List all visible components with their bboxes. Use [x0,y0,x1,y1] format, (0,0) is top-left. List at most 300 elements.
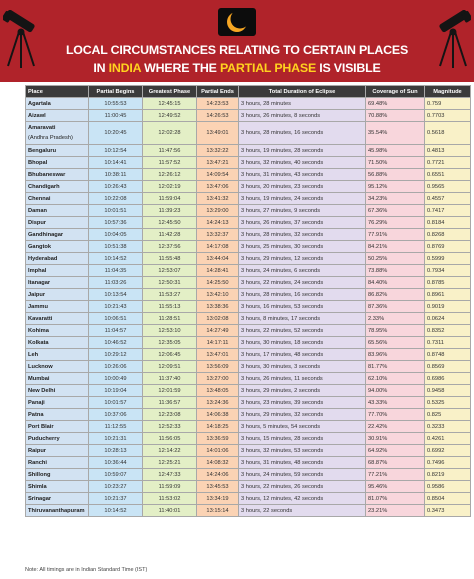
place-subtitle: (Andhra Pradesh) [28,135,73,141]
cell-place [26,217,89,229]
table-header-row [26,86,471,98]
place-value: Shillong [28,471,51,478]
cell-magnitude [425,361,471,373]
greatest-value: 11:53:27 [158,291,181,298]
cell-end [197,145,239,157]
cell-coverage [366,505,425,517]
begin-value: 10:21:43 [104,303,127,310]
cell-end [197,433,239,445]
cell-coverage [366,122,425,145]
cell-end [197,169,239,181]
duration-value: 3 hours, 32 minutes, 53 seconds [241,447,324,454]
duration-value: 3 hours, 27 minutes, 9 seconds [241,207,321,214]
cell-coverage [366,217,425,229]
cell-magnitude [425,289,471,301]
magnitude-value: 0.6986 [427,375,445,382]
coverage-value: 70.88% [368,112,388,119]
cell-begin [89,98,143,110]
table-row [26,325,471,337]
page-subtitle: IN INDIA WHERE THE PARTIAL PHASE IS VISIBLE [93,61,381,75]
coverage-value: 84.21% [368,243,388,250]
cell-greatest [143,469,197,481]
cell-coverage [366,253,425,265]
place-value: Kohima [28,327,49,334]
place-value: Raipur [28,447,47,454]
cell-end [197,421,239,433]
cell-coverage [366,337,425,349]
column-header: Magnitude [425,86,471,98]
cell-coverage [366,241,425,253]
begin-value: 10:20:45 [104,130,127,136]
place-value: Gandhinagar [28,231,64,238]
place-value: Shimla [28,483,47,490]
cell-end [197,505,239,517]
cell-coverage [366,409,425,421]
duration-value: 3 hours, 31 minutes, 43 seconds [241,171,324,178]
cell-begin [89,421,143,433]
table-row [26,193,471,205]
cell-duration [239,265,366,277]
place-value: Puducherry [28,435,60,442]
begin-value: 10:19:04 [104,387,127,394]
place-value: Bhubaneswar [28,171,66,178]
duration-value: 3 hours, 22 minutes, 24 seconds [241,279,324,286]
duration-value: 3 hours, 32 minutes, 40 seconds [241,159,324,166]
cell-magnitude [425,409,471,421]
begin-value: 10:28:13 [104,447,127,454]
end-value: 13:34:19 [206,495,229,502]
begin-value: 10:12:54 [104,147,127,154]
duration-value: 3 hours, 29 minutes, 2 seconds [241,387,321,394]
place-value: Hyderabad [28,255,58,262]
end-value: 14:25:50 [206,279,229,286]
cell-coverage [366,181,425,193]
magnitude-value: 0.3473 [427,507,445,514]
begin-value: 10:14:52 [104,255,127,262]
cell-coverage [366,301,425,313]
begin-value: 10:57:36 [104,219,127,226]
cell-greatest [143,193,197,205]
greatest-value: 12:53:10 [158,327,181,334]
table-row [26,349,471,361]
magnitude-value: 0.8352 [427,327,445,334]
begin-value: 10:01:51 [104,207,127,214]
column-header: Partial Begins [89,86,143,98]
magnitude-value: 0.3233 [427,423,445,430]
magnitude-value: 0.8268 [427,231,445,238]
place-value: Thiruvananthapuram [28,507,85,514]
magnitude-value: 0.8569 [427,363,445,370]
coverage-value: 34.23% [368,195,388,202]
begin-value: 11:04:35 [104,267,127,274]
greatest-value: 11:47:56 [158,147,181,154]
coverage-value: 81.77% [368,363,388,370]
cell-place [26,169,89,181]
magnitude-value: 0.8769 [427,243,445,250]
end-value: 14:28:41 [206,267,229,274]
end-value: 14:06:38 [206,411,229,418]
coverage-value: 83.96% [368,351,388,358]
greatest-value: 11:40:01 [158,507,181,514]
cell-coverage [366,205,425,217]
begin-value: 10:06:51 [104,315,127,322]
duration-value: 3 hours, 19 minutes, 28 seconds [241,147,324,154]
cell-place [26,481,89,493]
duration-value: 3 hours, 20 minutes, 23 seconds [241,183,324,190]
cell-place [26,110,89,122]
cell-magnitude [425,313,471,325]
cell-magnitude [425,217,471,229]
magnitude-value: 0.7703 [427,112,445,119]
table-row [26,469,471,481]
table-row [26,457,471,469]
coverage-value: 65.56% [368,339,388,346]
magnitude-value: 0.8961 [427,291,445,298]
cell-coverage [366,157,425,169]
cell-magnitude [425,325,471,337]
cell-magnitude [425,122,471,145]
cell-greatest [143,229,197,241]
cell-end [197,385,239,397]
cell-greatest [143,505,197,517]
greatest-value: 12:49:52 [158,112,181,119]
table-row [26,301,471,313]
cell-begin [89,181,143,193]
coverage-value: 68.87% [368,459,388,466]
cell-end [197,193,239,205]
cell-duration [239,457,366,469]
place-value: Jammu [28,303,48,310]
title-banner [0,0,474,82]
cell-end [197,409,239,421]
greatest-value: 11:59:09 [158,483,181,490]
cell-begin [89,265,143,277]
cell-duration [239,325,366,337]
place-value: Srinagar [28,495,52,502]
cell-greatest [143,361,197,373]
cell-duration [239,385,366,397]
end-value: 14:17:08 [206,243,229,250]
cell-duration [239,122,366,145]
begin-value: 10:59:07 [104,471,127,478]
begin-value: 10:55:53 [104,100,127,107]
cell-place [26,349,89,361]
cell-place [26,181,89,193]
table-row [26,157,471,169]
duration-value: 3 hours, 24 minutes, 59 seconds [241,471,324,478]
cell-greatest [143,289,197,301]
cell-place [26,385,89,397]
cell-coverage [366,349,425,361]
cell-place [26,493,89,505]
magnitude-value: 0.8504 [427,495,445,502]
cell-duration [239,433,366,445]
cell-greatest [143,301,197,313]
cell-place [26,122,89,145]
cell-place [26,145,89,157]
cell-end [197,361,239,373]
cell-place [26,373,89,385]
cell-end [197,445,239,457]
duration-value: 3 hours, 28 minutes, 16 seconds [241,291,324,298]
cell-place [26,277,89,289]
greatest-value: 12:45:15 [158,100,181,107]
duration-value: 3 hours, 30 minutes, 3 seconds [241,363,321,370]
end-value: 13:36:59 [206,435,229,442]
magnitude-value: 0.8748 [427,351,445,358]
cell-begin [89,193,143,205]
cell-greatest [143,145,197,157]
place-value: Kolkata [28,339,49,346]
end-value: 14:27:49 [206,327,229,334]
place-value: Aizawl [28,112,46,119]
magnitude-value: 0.8785 [427,279,445,286]
cell-begin [89,373,143,385]
greatest-value: 11:56:05 [158,435,181,442]
cell-magnitude [425,493,471,505]
end-value: 13:48:05 [206,387,229,394]
cell-begin [89,337,143,349]
greatest-value: 12:09:51 [158,363,181,370]
magnitude-value: 0.0624 [427,315,445,322]
end-value: 13:56:09 [206,363,229,370]
magnitude-value: 0.5618 [427,130,445,136]
cell-duration [239,241,366,253]
page-title: LOCAL CIRCUMSTANCES RELATING TO CERTAIN PLACES [65,43,409,57]
magnitude-value: 0.9565 [427,183,445,190]
cell-end [197,110,239,122]
cell-coverage [366,397,425,409]
end-value: 14:24:06 [206,471,229,478]
end-value: 14:24:13 [206,219,229,226]
cell-place [26,421,89,433]
cell-magnitude [425,385,471,397]
coverage-value: 2.33% [368,315,385,322]
cell-magnitude [425,337,471,349]
begin-value: 10:46:52 [104,339,127,346]
coverage-value: 22.42% [368,423,388,430]
magnitude-value: 0.7496 [427,459,445,466]
cell-begin [89,301,143,313]
end-value: 13:42:10 [206,291,229,298]
duration-value: 3 hours, 22 minutes, 26 seconds [241,483,324,490]
table-row [26,361,471,373]
end-value: 13:47:01 [206,351,229,358]
cell-begin [89,122,143,145]
place-value: Daman [28,207,47,214]
greatest-value: 12:01:59 [158,387,181,394]
coverage-value: 78.95% [368,327,388,334]
footnote: Note: All timings are in Indian Standard Time (IST) [25,567,148,573]
cell-coverage [366,361,425,373]
greatest-value: 12:50:31 [158,279,181,286]
greatest-value: 12:25:21 [158,459,181,466]
cell-greatest [143,313,197,325]
table-row [26,337,471,349]
greatest-value: 11:36:57 [158,399,181,406]
cell-begin [89,289,143,301]
cell-place [26,397,89,409]
cell-coverage [366,325,425,337]
end-value: 14:08:32 [206,459,229,466]
greatest-value: 12:45:50 [158,219,181,226]
table-row [26,289,471,301]
end-value: 13:29:00 [206,207,229,214]
place-value: New Delhi [28,387,56,394]
table-row [26,373,471,385]
cell-duration [239,397,366,409]
greatest-value: 11:59:04 [158,195,181,202]
greatest-value: 12:37:56 [158,243,181,250]
cell-end [197,241,239,253]
place-value: Jaipur [28,291,46,298]
greatest-value: 12:02:19 [158,183,181,190]
place-value: Kavaratti [28,315,53,322]
cell-duration [239,229,366,241]
table-row [26,313,471,325]
magnitude-value: 0.9019 [427,303,445,310]
greatest-value: 11:55:13 [158,303,181,310]
begin-value: 10:14:41 [104,159,127,166]
begin-value: 11:12:55 [104,423,127,430]
cell-magnitude [425,205,471,217]
cell-greatest [143,397,197,409]
cell-place [26,301,89,313]
cell-place [26,98,89,110]
place-value: Chennai [28,195,51,202]
greatest-value: 11:42:28 [158,231,181,238]
cell-magnitude [425,469,471,481]
begin-value: 10:21:37 [104,495,127,502]
cell-greatest [143,337,197,349]
cell-magnitude [425,98,471,110]
cell-end [197,325,239,337]
cell-begin [89,313,143,325]
telescope-icon [3,10,39,70]
cell-duration [239,253,366,265]
begin-value: 11:00:45 [104,112,127,119]
cell-end [197,349,239,361]
cell-duration [239,157,366,169]
begin-value: 10:04:05 [104,231,127,238]
cell-greatest [143,217,197,229]
duration-value: 3 hours, 24 minutes, 6 seconds [241,267,321,274]
greatest-value: 12:52:33 [158,423,181,430]
greatest-value: 12:23:08 [158,411,181,418]
begin-value: 10:26:06 [104,363,127,370]
cell-end [197,253,239,265]
cell-begin [89,229,143,241]
cell-begin [89,325,143,337]
cell-begin [89,433,143,445]
cell-begin [89,385,143,397]
end-value: 13:32:22 [206,147,229,154]
cell-duration [239,277,366,289]
cell-magnitude [425,457,471,469]
cell-magnitude [425,253,471,265]
cell-coverage [366,313,425,325]
greatest-value: 11:53:02 [158,495,181,502]
greatest-value: 11:39:23 [158,207,181,214]
cell-end [197,98,239,110]
highlight-partial-phase: PARTIAL PHASE [219,61,317,75]
cell-end [197,493,239,505]
coverage-value: 67.36% [368,207,388,214]
greatest-value: 11:57:52 [158,159,181,166]
cell-duration [239,217,366,229]
magnitude-value: 0.825 [427,411,442,418]
cell-coverage [366,445,425,457]
cell-magnitude [425,157,471,169]
duration-value: 3 hours, 29 minutes, 12 seconds [241,255,324,262]
begin-value: 10:14:52 [104,507,127,514]
duration-value: 3 hours, 22 minutes, 52 seconds [241,327,324,334]
magnitude-value: 0.4261 [427,435,445,442]
cell-begin [89,445,143,457]
cell-duration [239,289,366,301]
cell-end [197,289,239,301]
cell-greatest [143,98,197,110]
coverage-value: 35.54% [368,130,388,136]
begin-value: 10:37:06 [104,411,127,418]
cell-begin [89,481,143,493]
column-header: Greatest Phase [143,86,197,98]
cell-begin [89,457,143,469]
end-value: 13:32:37 [206,231,229,238]
cell-place [26,469,89,481]
cell-greatest [143,373,197,385]
table-row [26,493,471,505]
duration-value: 3 hours, 22 seconds [241,507,293,514]
cell-coverage [366,385,425,397]
begin-value: 10:23:27 [104,483,127,490]
magnitude-value: 0.7311 [427,339,444,346]
table-row [26,397,471,409]
cell-magnitude [425,445,471,457]
place-value: Mumbai [28,375,50,382]
coverage-value: 45.98% [368,147,388,154]
begin-value: 10:51:38 [104,243,127,250]
place-value: Itanagar [28,279,51,286]
cell-begin [89,469,143,481]
end-value: 13:15:14 [206,507,229,514]
cell-greatest [143,433,197,445]
cell-end [197,229,239,241]
place-value: Agartala [28,100,51,107]
cell-duration [239,181,366,193]
end-value: 13:24:36 [206,399,229,406]
duration-value: 3 hours, 26 minutes, 37 seconds [241,219,324,226]
cell-duration [239,205,366,217]
duration-value: 3 hours, 19 minutes, 24 seconds [241,195,324,202]
cell-begin [89,241,143,253]
table-row [26,217,471,229]
magnitude-value: 0.7417 [427,207,445,214]
column-header: Total Duration of Eclipse [239,86,366,98]
duration-value: 3 hours, 12 minutes, 42 seconds [241,495,324,502]
duration-value: 3 hours, 8 minutes, 17 seconds [241,315,321,322]
greatest-value: 12:47:33 [158,471,181,478]
magnitude-value: 0.7721 [427,159,445,166]
cell-begin [89,145,143,157]
coverage-value: 56.88% [368,171,388,178]
cell-place [26,409,89,421]
greatest-value: 11:55:48 [158,255,181,262]
table-row [26,277,471,289]
duration-value: 3 hours, 28 minutes [241,100,291,107]
telescope-icon [435,10,471,70]
magnitude-value: 0.5325 [427,399,445,406]
